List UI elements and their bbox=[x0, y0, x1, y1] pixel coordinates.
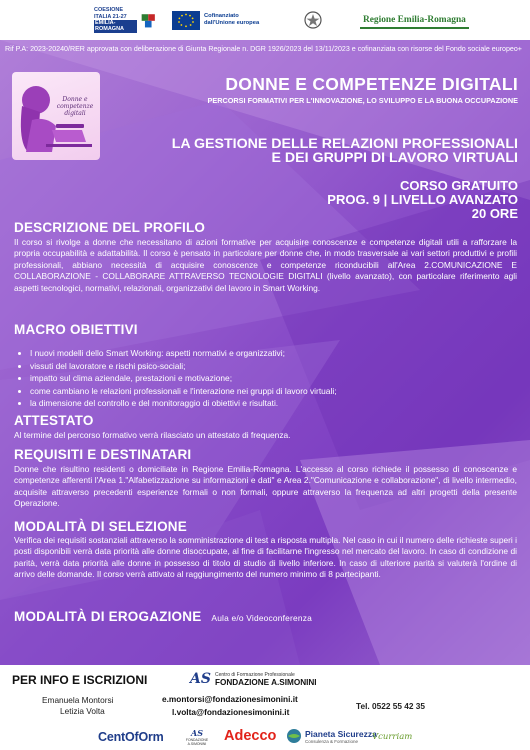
contacts-heading: PER INFO E ISCRIZIONI bbox=[12, 673, 148, 687]
requisiti-text: Donne che risultino residenti o domiciliate in Regione Emilia-Romagna. L'accesso al corso richiede il possesso di conoscenze e competenze afferenti l'Area 1."Alfabetizzazione su informazioni e dati" e Area 2."Comunicazione e collaborazione", di livello intermedio, acquisite attraverso precedenti esperienze formali o non formali, oppure attraverso la frequenza ad altri progetti della presente Operazione. bbox=[14, 464, 517, 509]
hero-caption bbox=[52, 96, 98, 117]
italian-republic-emblem bbox=[303, 9, 323, 31]
contact-email-2[interactable]: l.volta@fondazionesimonini.it bbox=[172, 707, 290, 717]
pianeta-tagline: Consulenza & Formazione bbox=[305, 738, 359, 744]
erogazione-heading-label: MODALITÀ DI EROGAZIONE bbox=[14, 609, 202, 624]
simonini-partner-logo bbox=[178, 728, 216, 746]
coesione-region-text: EMILIA-ROMAGNA bbox=[94, 20, 137, 33]
fondazione-logo bbox=[190, 671, 317, 687]
pianeta-sicurezza-logo bbox=[286, 728, 377, 744]
eu-flag-icon bbox=[172, 11, 200, 30]
eu-cofinanced-logo bbox=[172, 10, 259, 30]
contact-name-2: Letizia Volta bbox=[60, 706, 105, 716]
contacts-footer bbox=[0, 665, 530, 750]
coesione-italia-logo bbox=[94, 6, 156, 34]
descrizione-text: Il corso si rivolge a donne che necessitano di azioni formative per acquisire conoscenze e competenze digitali utili a rafforzare la propria occupabilità e adattabilità. Il corso è pensato in particolare per donne che, in modo trasversale ai vari settori produttivi e profili professionali, abbiano necessità di acquisire conoscenze e competenze riconducibili all'Area 2.COMUNICAZIONE E COLLABORAZIONE - COLLABORARE ATTRAVERSO TECNOLOGIE DIGITALI (livello avanzato), con particolare riferimento agli aspetti tecnologici, normativi, relazionali, organizzativi del lavoro in Smart Working. bbox=[14, 237, 517, 293]
eu-line2: dall'Unione europea bbox=[204, 20, 260, 26]
simonini-partner-text: FONDAZIONE A.SIMONINI bbox=[185, 738, 209, 746]
fondazione-name: FONDAZIONE A.SIMONINI bbox=[214, 677, 317, 687]
adecco-logo: Adecco bbox=[224, 728, 277, 744]
macro-item: • come cambiano le relazioni professionali e l'interazione nei gruppi di lavoro virtuali; bbox=[30, 385, 510, 398]
contact-name-1: Emanuela Montorsi bbox=[42, 695, 114, 705]
pianeta-globe-icon bbox=[286, 728, 302, 744]
program-title: DONNE E COMPETENZE DIGITALI bbox=[225, 74, 518, 94]
coesione-mark-icon bbox=[140, 9, 157, 31]
region-text: Regione Emilia-Romagna bbox=[363, 15, 466, 25]
macro-item: • la dimensione del controllo e del monitoraggio di obiettivi e risultati. bbox=[30, 397, 510, 410]
macro-item: • impatto sul clima aziendale, prestazioni e motivazione; bbox=[30, 372, 510, 385]
pianeta-name: Pianeta Sicurezza bbox=[305, 728, 377, 739]
erogazione-heading bbox=[14, 609, 312, 624]
simonini-mark-icon: AS bbox=[191, 728, 203, 738]
macro-heading: MACRO OBIETTIVI bbox=[14, 322, 138, 337]
course-title-line1: LA GESTIONE DELLE RELAZIONI PROFESSIONALI bbox=[171, 136, 518, 152]
program-subtitle: PERCORSI FORMATIVI PER L'INNOVAZIONE, LO SVILUPPO E LA BUONA OCCUPAZIONE bbox=[207, 96, 518, 105]
attestato-text: Al termine del percorso formativo verrà rilasciato un attestato di frequenza. bbox=[14, 430, 291, 440]
course-title-line2: E DEI GRUPPI DI LAVORO VIRTUALI bbox=[271, 150, 518, 166]
macro-item: • I nuovi modelli dello Smart Working: aspetti normativi e organizzativi; bbox=[30, 347, 510, 360]
hero-illustration bbox=[12, 72, 100, 160]
course-program-level: PROG. 9 | LIVELLO AVANZATO bbox=[327, 192, 518, 207]
course-hours: 20 ORE bbox=[471, 206, 518, 221]
contact-phone: Tel. 0522 55 42 35 bbox=[356, 701, 426, 711]
eu-line1: Cofinanziato bbox=[204, 13, 239, 19]
republic-emblem-icon bbox=[303, 9, 323, 31]
course-free-label: CORSO GRATUITO bbox=[400, 178, 518, 193]
flyer-main-panel bbox=[0, 40, 530, 665]
macro-item: • vissuti del lavoratore e rischi psico-sociali; bbox=[30, 360, 510, 373]
erogazione-value: Aula e/o Videoconferenza bbox=[211, 613, 312, 623]
vcurriam-logo: Vcurriam bbox=[372, 732, 413, 742]
fondazione-mark-icon: AS bbox=[190, 671, 211, 687]
selezione-text: Verifica dei requisiti sostanziali attraverso la somministrazione di test a risposta multipla. Nel caso in cui il numero delle richieste superi i posti disponibili verrà data priorità alle donne disoccupate, al fine di facilitarne l'ingresso nel mercato del lavoro. In caso di condizione di parità, verrà data priorità alle donne in possesso di titolo di studio di livello inferiore. In caso di ulteriore parità si valuterà l'ordine di arrivo delle domande. Il corso verrà attivato al raggiungimento del numero minimo di 8 partecipanti. bbox=[14, 535, 517, 580]
descrizione-heading: DESCRIZIONE DEL PROFILO bbox=[14, 220, 206, 235]
fondazione-small-text: Centro di Formazione Professionale bbox=[214, 671, 295, 678]
selezione-heading: MODALITÀ DI SELEZIONE bbox=[14, 519, 187, 534]
requisiti-heading: REQUISITI E DESTINATARI bbox=[14, 447, 192, 462]
hero-caption-line2: competenze digitali bbox=[56, 103, 94, 117]
hero-caption-line1: Donne e bbox=[62, 96, 88, 103]
centoform-logo: CentOfOrm bbox=[98, 730, 164, 744]
regione-emilia-romagna-logo bbox=[360, 13, 469, 29]
funding-logos-bar bbox=[0, 0, 530, 40]
macro-objectives-list bbox=[14, 347, 510, 410]
coesione-text: COESIONE bbox=[94, 7, 124, 14]
attestato-heading: ATTESTATO bbox=[14, 413, 94, 428]
funding-reference: Rif P.A: 2023-20240/RER approvata con deliberazione di Giunta Regionale n. DGR 1926/2023 del 13/11/2023 e cofinanziata con risorse del Fondo sociale europeo+ bbox=[5, 45, 522, 53]
contact-email-1[interactable]: e.montorsi@fondazionesimonini.it bbox=[162, 694, 298, 704]
coesione-italia-text: ITALIA 21-27 bbox=[94, 13, 127, 20]
